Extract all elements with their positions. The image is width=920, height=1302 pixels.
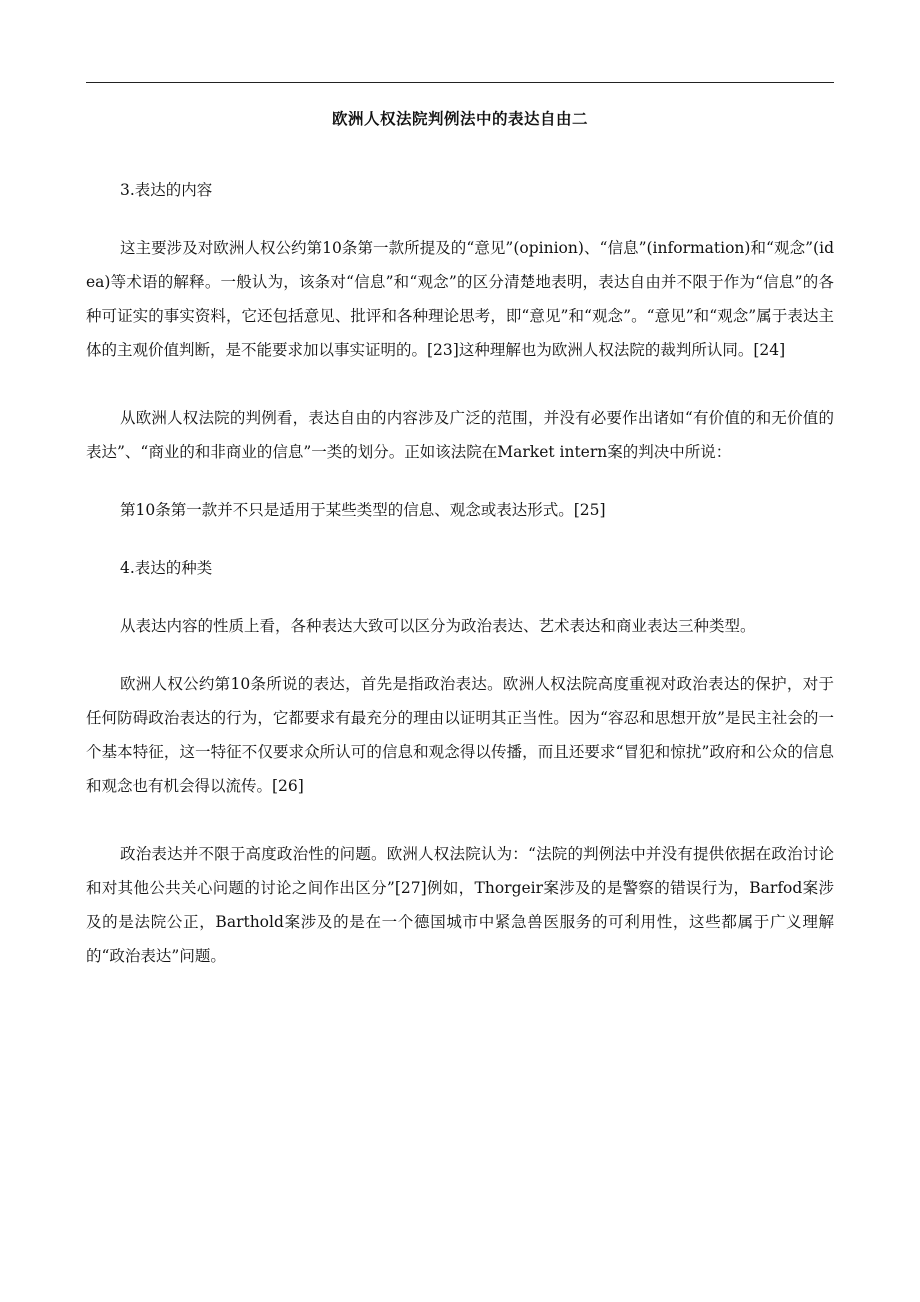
paragraph-quote-article10: 第10条第一款并不只是适用于某些类型的信息、观念或表达形式。[25]	[120, 501, 606, 519]
section-heading-4: 4.表达的种类	[120, 559, 213, 577]
paragraph-expression-types: 从表达内容的性质上看，各种表达大致可以区分为政治表达、艺术表达和商业表达三种类型。	[120, 617, 756, 635]
paragraph-political-scope: 政治表达并不限于高度政治性的问题。欧洲人权法院认为：“法院的判例法中并没有提供依据在政治讨论和对其他公共关心问题的讨论之间作出区分”[27]例如，Thorgeir案涉及的是警察的错误行为，Barfod案涉及的是法院公正，Barthold案涉及的是在一个德国城市中紧急兽医服务的可利用性，这些都属于广义理解的“政治表达”问题。	[86, 845, 834, 965]
paragraph-political-expression: 欧洲人权公约第10条所说的表达，首先是指政治表达。欧洲人权法院高度重视对政治表达的保护，对于任何防碍政治表达的行为，它都要求有最充分的理由以证明其正当性。因为“容忍和思想开放”是民主社会的一个基本特征，这一特征不仅要求众所认可的信息和观念得以传播，而且还要求“冒犯和惊扰”政府和公众的信息和观念也有机会得以流传。[26]	[86, 675, 834, 795]
document-body	[86, 173, 834, 973]
document-title: 欧洲人权法院判例法中的表达自由二	[331, 109, 588, 128]
paragraph-case-law-scope: 从欧洲人权法院的判例看，表达自由的内容涉及广泛的范围，并没有必要作出诸如“有价值的和无价值的表达”、“商业的和非商业的信息”一类的划分。正如该法院在Market intern案的判决中所说：	[86, 409, 834, 461]
paragraph-opinion-information: 这主要涉及对欧洲人权公约第10条第一款所提及的“意见”(opinion)、“信息”(information)和“观念”(idea)等术语的解释。一般认为，该条对“信息”和“观念”的区分清楚地表明，表达自由并不限于作为“信息”的各种可证实的事实资料，它还包括意见、批评和各种理论思考，即“意见”和“观念”。“意见”和“观念”属于表达主体的主观价值判断，是不能要求加以事实证明的。[23]这种理解也为欧洲人权法院的裁判所认同。[24]	[86, 239, 834, 359]
section-heading-3: 3.表达的内容	[120, 181, 213, 199]
header-rule	[86, 82, 834, 83]
